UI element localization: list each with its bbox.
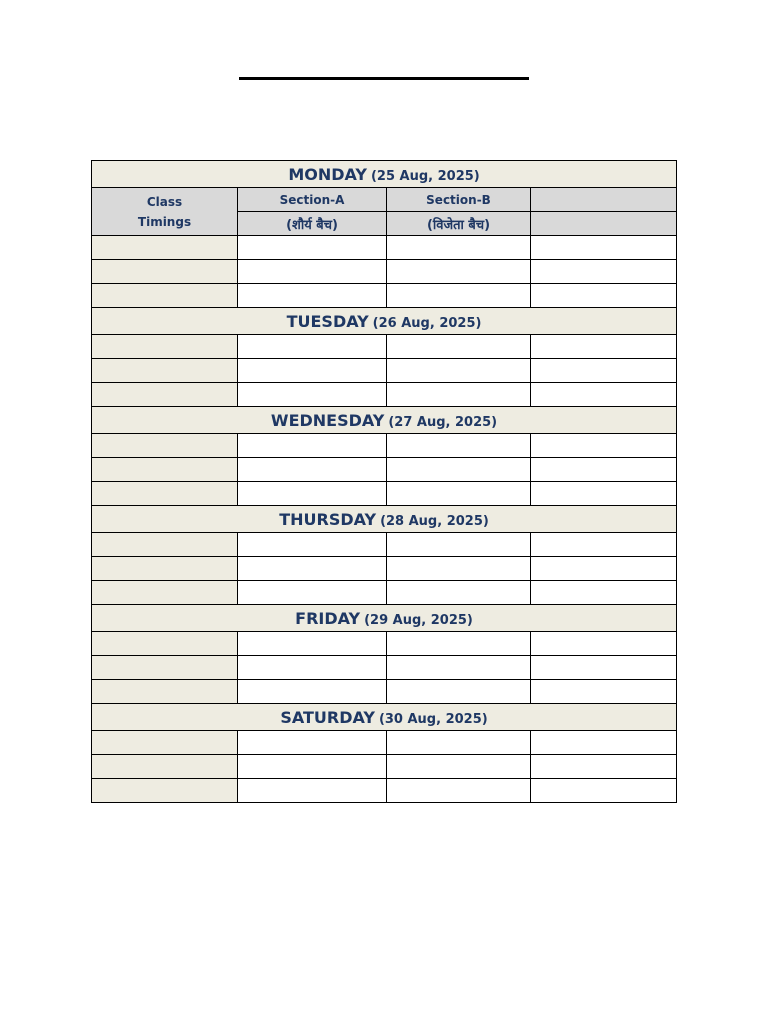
section-a-cell[interactable] [238, 482, 387, 506]
time-cell[interactable] [92, 533, 238, 557]
day-header-friday [92, 605, 677, 632]
day-date: (29 Aug, 2025) [364, 612, 473, 628]
section-a-cell[interactable] [238, 656, 387, 680]
section-b-cell[interactable] [387, 236, 531, 260]
section-a-cell[interactable] [238, 434, 387, 458]
section-c-cell[interactable] [531, 458, 677, 482]
time-cell[interactable] [92, 383, 238, 407]
section-b-cell[interactable] [387, 458, 531, 482]
section-a-cell[interactable] [238, 284, 387, 308]
section-a-cell[interactable] [238, 680, 387, 704]
time-slot-row [92, 284, 677, 308]
section-c-cell[interactable] [531, 632, 677, 656]
section-a-cell[interactable] [238, 581, 387, 605]
section-b-cell[interactable] [387, 755, 531, 779]
section-b-cell[interactable] [387, 284, 531, 308]
section-a-cell[interactable] [238, 335, 387, 359]
time-cell[interactable] [92, 260, 238, 284]
time-slot-row [92, 359, 677, 383]
section-b-cell[interactable] [387, 260, 531, 284]
day-name: MONDAY [288, 164, 367, 184]
section-c-cell[interactable] [531, 755, 677, 779]
time-slot-row [92, 260, 677, 284]
section-b-cell[interactable] [387, 359, 531, 383]
section-a-cell[interactable] [238, 359, 387, 383]
time-cell[interactable] [92, 434, 238, 458]
section-b-cell[interactable] [387, 731, 531, 755]
time-slot-row [92, 533, 677, 557]
section-c-cell[interactable] [531, 482, 677, 506]
section-b-cell[interactable] [387, 680, 531, 704]
section-c-cell[interactable] [531, 533, 677, 557]
section-a-header: Section-A [238, 188, 387, 212]
section-a-batch: (शौर्य बैच) [238, 212, 387, 236]
section-c-cell[interactable] [531, 581, 677, 605]
section-c-cell[interactable] [531, 779, 677, 803]
time-cell[interactable] [92, 656, 238, 680]
day-date: (28 Aug, 2025) [380, 513, 489, 529]
section-b-cell[interactable] [387, 482, 531, 506]
time-cell[interactable] [92, 284, 238, 308]
time-slot-row [92, 680, 677, 704]
section-a-cell[interactable] [238, 755, 387, 779]
day-date: (26 Aug, 2025) [372, 315, 482, 331]
day-name: WEDNESDAY [270, 410, 385, 430]
section-a-cell[interactable] [238, 236, 387, 260]
section-c-cell[interactable] [531, 731, 677, 755]
day-date: (25 Aug, 2025) [370, 168, 480, 184]
time-slot-row [92, 557, 677, 581]
day-name: FRIDAY [295, 608, 361, 628]
time-slot-row [92, 482, 677, 506]
time-cell[interactable] [92, 236, 238, 260]
day-header-row [92, 704, 677, 731]
time-cell[interactable] [92, 482, 238, 506]
section-c-batch [531, 212, 677, 236]
section-a-cell[interactable] [238, 383, 387, 407]
day-date: (27 Aug, 2025) [388, 414, 498, 430]
section-c-cell[interactable] [531, 260, 677, 284]
section-b-header: Section-B [387, 188, 531, 212]
day-header-row [92, 308, 677, 335]
class-timings-header [92, 188, 238, 236]
time-cell[interactable] [92, 359, 238, 383]
section-a-cell[interactable] [238, 458, 387, 482]
day-header-tuesday [92, 308, 677, 335]
section-c-header [531, 188, 677, 212]
time-slot-row [92, 458, 677, 482]
section-a-cell[interactable] [238, 779, 387, 803]
day-header-row [92, 605, 677, 632]
day-header-monday [92, 161, 677, 188]
section-b-cell[interactable] [387, 383, 531, 407]
section-c-cell[interactable] [531, 359, 677, 383]
time-slot-row [92, 779, 677, 803]
section-c-cell[interactable] [531, 383, 677, 407]
time-slot-row [92, 656, 677, 680]
time-slot-row [92, 632, 677, 656]
day-name: SATURDAY [280, 707, 375, 727]
time-slot-row [92, 383, 677, 407]
time-cell[interactable] [92, 779, 238, 803]
section-b-cell[interactable] [387, 632, 531, 656]
weekly-schedule [91, 160, 676, 803]
day-name: TUESDAY [286, 311, 369, 331]
section-header-row [92, 188, 677, 212]
section-b-cell[interactable] [387, 335, 531, 359]
section-a-cell[interactable] [238, 260, 387, 284]
section-a-cell[interactable] [238, 557, 387, 581]
class-timings-line1: Class [146, 194, 183, 209]
day-header-row [92, 161, 677, 188]
section-c-cell[interactable] [531, 434, 677, 458]
day-header-saturday [92, 704, 677, 731]
time-cell[interactable] [92, 755, 238, 779]
time-cell[interactable] [92, 557, 238, 581]
section-b-cell[interactable] [387, 581, 531, 605]
time-cell[interactable] [92, 581, 238, 605]
section-b-cell[interactable] [387, 779, 531, 803]
class-timings-line2: Timings [137, 214, 192, 229]
time-slot-row [92, 581, 677, 605]
time-cell[interactable] [92, 632, 238, 656]
time-slot-row [92, 335, 677, 359]
time-slot-row [92, 731, 677, 755]
day-header-row [92, 506, 677, 533]
section-c-cell[interactable] [531, 656, 677, 680]
section-b-cell[interactable] [387, 557, 531, 581]
section-c-cell[interactable] [531, 284, 677, 308]
section-b-cell[interactable] [387, 656, 531, 680]
time-cell[interactable] [92, 335, 238, 359]
time-cell[interactable] [92, 458, 238, 482]
time-cell[interactable] [92, 680, 238, 704]
day-header-wednesday [92, 407, 677, 434]
section-c-cell[interactable] [531, 680, 677, 704]
day-date: (30 Aug, 2025) [378, 711, 488, 727]
section-a-cell[interactable] [238, 533, 387, 557]
schedule-table [91, 160, 677, 803]
time-slot-row [92, 755, 677, 779]
day-name: THURSDAY [279, 509, 377, 529]
section-a-cell[interactable] [238, 632, 387, 656]
day-header-thursday [92, 506, 677, 533]
time-slot-row [92, 236, 677, 260]
time-cell[interactable] [92, 731, 238, 755]
day-header-row [92, 407, 677, 434]
time-slot-row [92, 434, 677, 458]
section-a-cell[interactable] [238, 731, 387, 755]
section-c-cell[interactable] [531, 557, 677, 581]
section-c-cell[interactable] [531, 236, 677, 260]
section-b-cell[interactable] [387, 533, 531, 557]
section-b-batch: (विजेता बैच) [387, 212, 531, 236]
section-b-cell[interactable] [387, 434, 531, 458]
title-rule [239, 77, 529, 80]
section-c-cell[interactable] [531, 335, 677, 359]
